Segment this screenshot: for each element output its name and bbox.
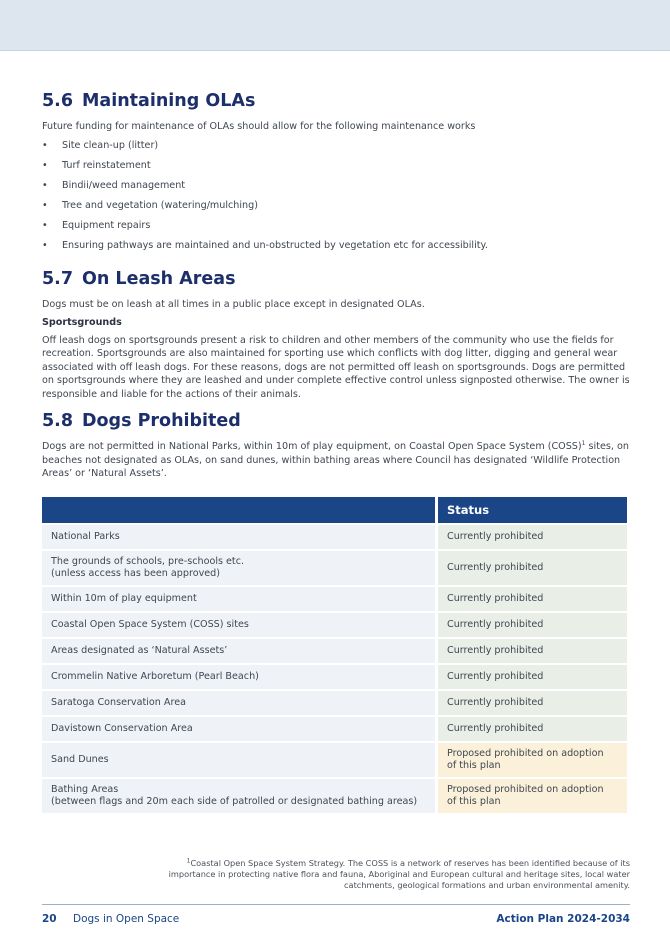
table-row bbox=[42, 717, 627, 741]
list-item: • Tree and vegetation (watering/mulching) bbox=[42, 199, 630, 219]
footnote-ref: 1 bbox=[581, 439, 586, 447]
section-body: Off leash dogs on sportsgrounds present a risk to children and other members of the community who use the fields for recreation. Sportsgrounds are also maintained for sporting use which conflicts with dog litter, digging and general wear associated with off leash dogs. For these reasons, dogs are not permitted off leash on sportsgrounds. Dogs are permitted on sportsgrounds where they are leashed and under complete effective control unless signposted otherwise. The owner is responsible and liable for the actions of their animals. bbox=[42, 334, 630, 400]
area-cell: Coastal Open Space System (COSS) sites bbox=[42, 613, 438, 637]
list-item: • Site clean-up (litter) bbox=[42, 139, 630, 159]
table-row bbox=[42, 665, 627, 689]
page-number: 20 bbox=[42, 913, 57, 925]
status-cell: Currently prohibited bbox=[438, 525, 627, 549]
document-title: Dogs in Open Space bbox=[73, 913, 180, 925]
area-cell: Saratoga Conservation Area bbox=[42, 691, 438, 715]
status-cell: Currently prohibited bbox=[438, 587, 627, 611]
area-cell: Within 10m of play equipment bbox=[42, 587, 438, 611]
table-row bbox=[42, 743, 627, 777]
section-heading: 5.7 On Leash Areas bbox=[42, 268, 236, 289]
subheading-sportsgrounds: Sportsgrounds bbox=[42, 317, 122, 328]
maintenance-list bbox=[42, 139, 630, 259]
section-intro: Dogs must be on leash at all times in a public place except in designated OLAs. bbox=[42, 298, 425, 310]
area-column-header bbox=[42, 497, 438, 523]
list-item: • Bindii/weed management bbox=[42, 179, 630, 199]
table-row bbox=[42, 613, 627, 637]
section-intro: Future funding for maintenance of OLAs should allow for the following maintenance works bbox=[42, 121, 476, 132]
table-row bbox=[42, 779, 627, 813]
section-on-leash-areas bbox=[42, 267, 630, 402]
prohibited-areas-table bbox=[42, 495, 627, 815]
status-cell: Currently prohibited bbox=[438, 691, 627, 715]
list-item: • Turf reinstatement bbox=[42, 159, 630, 179]
status-cell: Currently prohibited bbox=[438, 613, 627, 637]
page-content bbox=[42, 89, 630, 823]
table-row bbox=[42, 639, 627, 663]
status-cell: Currently prohibited bbox=[438, 665, 627, 689]
table-row bbox=[42, 551, 627, 585]
status-cell: Currently prohibited bbox=[438, 639, 627, 663]
table-row bbox=[42, 691, 627, 715]
area-cell: National Parks bbox=[42, 525, 438, 549]
section-dogs-prohibited bbox=[42, 409, 630, 815]
table-row bbox=[42, 587, 627, 611]
list-item: • Ensuring pathways are maintained and un-obstructed by vegetation etc for accessibility. bbox=[42, 239, 630, 259]
section-maintaining-olas bbox=[42, 89, 630, 259]
section-body: Dogs are not permitted in National Parks, within 10m of play equipment, on Coastal Open Space System (COSS)$^1$ sites, on beaches not designated as OLAs, on sand dunes, within bathing areas where Council has designated ‘Wildlife Protection Areas’ or ‘Natural Assets’. bbox=[42, 439, 629, 479]
list-item: • Equipment repairs bbox=[42, 219, 630, 239]
section-heading: 5.8 Dogs Prohibited bbox=[42, 411, 241, 431]
status-cell: Proposed prohibited on adoption of this plan bbox=[438, 743, 627, 777]
footer-divider bbox=[42, 904, 630, 905]
status-cell: Proposed prohibited on adoption of this plan bbox=[438, 779, 627, 813]
section-heading: 5.6 Maintaining OLAs bbox=[42, 91, 256, 111]
status-cell: Currently prohibited bbox=[438, 551, 627, 585]
area-cell: Crommelin Native Arboretum (Pearl Beach) bbox=[42, 665, 438, 689]
top-header-band bbox=[0, 0, 670, 51]
area-cell: Davistown Conservation Area bbox=[42, 717, 438, 741]
area-cell: Sand Dunes bbox=[42, 743, 438, 777]
plan-title: Action Plan 2024-2034 bbox=[496, 913, 630, 925]
status-column-header: Status bbox=[438, 497, 627, 523]
footnote: $^1$Coastal Open Space System Strategy. The COSS is a network of reserves has been identified because of its importance in protecting native flora and fauna, Aboriginal and European cultural and heritage sites, local water catchments, geological formations and urban environmental amenity. bbox=[168, 857, 630, 890]
table-header-row bbox=[42, 497, 627, 523]
status-cell: Currently prohibited bbox=[438, 717, 627, 741]
area-cell: Areas designated as ‘Natural Assets’ bbox=[42, 639, 438, 663]
area-cell: Bathing Areas (between flags and 20m each side of patrolled or designated bathing areas) bbox=[42, 779, 438, 813]
table-row bbox=[42, 525, 627, 549]
area-cell: The grounds of schools, pre-schools etc. (unless access has been approved) bbox=[42, 551, 438, 585]
